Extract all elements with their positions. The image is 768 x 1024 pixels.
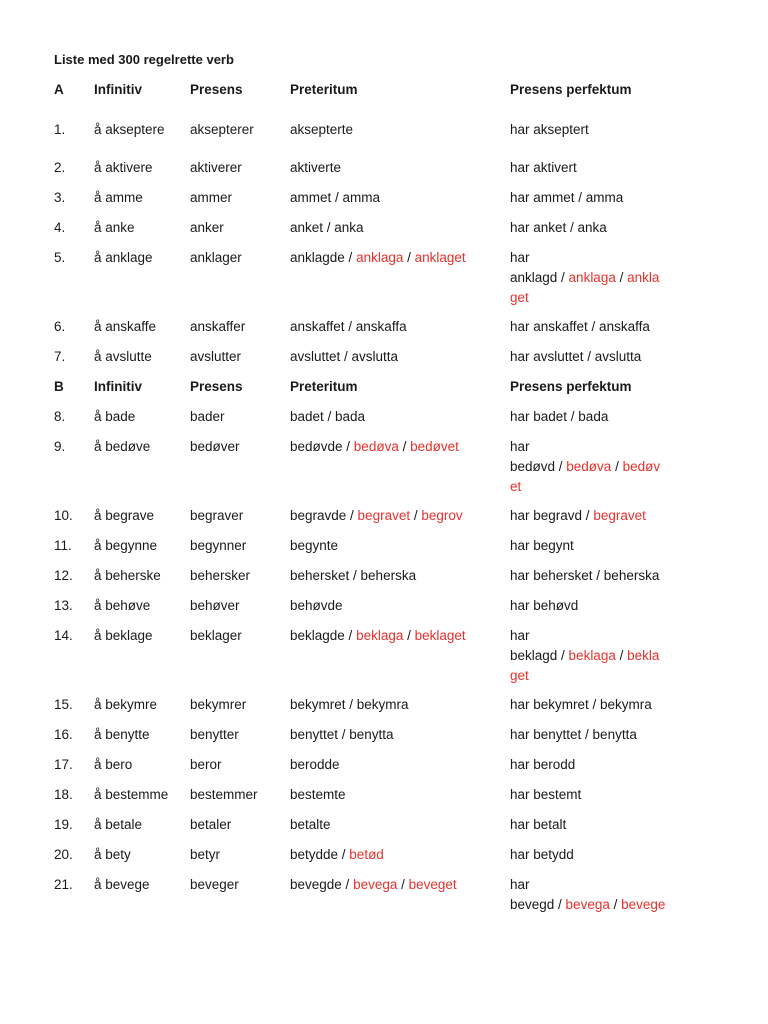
highlighted-form: bedøv [622, 459, 661, 474]
present-perfect-line [510, 895, 665, 915]
preterite-cell [290, 875, 457, 895]
present-perfect-cell [510, 120, 589, 140]
highlighted-form: bedøva [566, 459, 612, 474]
header-preteritum: Preteritum [290, 379, 358, 394]
present-perfect-cell [510, 626, 659, 686]
verb-form-text: har begynt [510, 538, 574, 553]
verb-form-text: har avsluttet / avslutta [510, 349, 642, 364]
row-number: 2. [54, 160, 66, 175]
infinitive-cell: å bety [94, 847, 131, 862]
highlighted-form: et [510, 479, 522, 494]
verb-form-text: bedøvde / [290, 439, 354, 454]
present-cell: beror [190, 757, 222, 772]
present-cell: aktiverer [190, 160, 242, 175]
verb-form-text: har behøvd [510, 598, 579, 613]
verb-form-text: / [410, 508, 422, 523]
verb-form-text: anklagde / [290, 250, 357, 265]
highlighted-form: ankla [627, 270, 660, 285]
row-number: 4. [54, 220, 66, 235]
infinitive-cell: å bedøve [94, 439, 151, 454]
verb-form-text: berodde [290, 757, 340, 772]
present-cell: anskaffer [190, 319, 246, 334]
present-perfect-cell [510, 725, 637, 745]
present-perfect-line [510, 755, 575, 775]
row-number: 17. [54, 757, 73, 772]
present-perfect-line [510, 815, 566, 835]
preterite-cell [290, 120, 353, 140]
present-perfect-line [510, 248, 659, 268]
present-perfect-line [510, 268, 659, 288]
infinitive-cell: å beherske [94, 568, 161, 583]
verb-form-text: / [398, 439, 411, 454]
present-perfect-line [510, 158, 577, 178]
infinitive-cell: å bade [94, 409, 136, 424]
row-number: 11. [54, 538, 72, 553]
verb-form-text: badet / bada [290, 409, 366, 424]
present-perfect-cell [510, 437, 660, 497]
row-number: 20. [54, 847, 73, 862]
verb-form-text: anklagd / [510, 270, 569, 285]
row-number: 13. [54, 598, 73, 613]
present-perfect-line [510, 407, 608, 427]
verb-form-text: behersket / beherska [290, 568, 417, 583]
infinitive-cell: å amme [94, 190, 143, 205]
infinitive-cell: å behøve [94, 598, 151, 613]
verb-form-text: bekymret / bekymra [290, 697, 409, 712]
infinitive-cell: å avslutte [94, 349, 152, 364]
preterite-cell [290, 188, 380, 208]
verb-form-text: bestemte [290, 787, 346, 802]
verb-form-text: betalte [290, 817, 331, 832]
present-cell: bader [190, 409, 225, 424]
verb-form-text: har benyttet / benytta [510, 727, 637, 742]
verb-form-text: har begravd / [510, 508, 594, 523]
present-cell: bedøver [190, 439, 240, 454]
row-number: 9. [54, 439, 66, 454]
present-perfect-cell [510, 347, 641, 367]
infinitive-cell: å bevege [94, 877, 150, 892]
verb-form-text: betydde / [290, 847, 350, 862]
verb-form-text: har betalt [510, 817, 567, 832]
verb-form-text: har bekymret / bekymra [510, 697, 652, 712]
present-cell: bekymrer [190, 697, 247, 712]
header-presens: Presens [190, 82, 243, 97]
row-number: 21. [54, 877, 73, 892]
verb-form-text: aksepterte [290, 122, 354, 137]
present-perfect-cell [510, 596, 578, 616]
present-cell: betyr [190, 847, 221, 862]
verb-form-text: har anskaffet / anskaffa [510, 319, 650, 334]
header-presens-perfektum: Presens perfektum [510, 379, 632, 394]
present-cell: begynner [190, 538, 247, 553]
present-perfect-line [510, 785, 581, 805]
row-number: 18. [54, 787, 73, 802]
verb-form-text: har bestemt [510, 787, 582, 802]
header-preteritum: Preteritum [290, 82, 358, 97]
verb-form-text: avsluttet / avslutta [290, 349, 399, 364]
preterite-cell [290, 596, 343, 616]
highlighted-form: anklaget [414, 250, 466, 265]
verb-form-text: bedøvd / [510, 459, 567, 474]
row-number: 12. [54, 568, 73, 583]
present-perfect-line [510, 457, 660, 477]
infinitive-cell: å betale [94, 817, 143, 832]
verb-form-text: har badet / bada [510, 409, 609, 424]
present-perfect-line [510, 666, 659, 686]
present-perfect-cell [510, 506, 646, 526]
present-perfect-cell [510, 755, 575, 775]
verb-form-text: har [510, 250, 530, 265]
present-cell: bestemmer [190, 787, 258, 802]
present-perfect-cell [510, 317, 650, 337]
present-cell: beveger [190, 877, 239, 892]
highlighted-form: bekla [627, 648, 660, 663]
verb-form-text: bevegd / [510, 897, 566, 912]
row-number: 10. [54, 508, 73, 523]
infinitive-cell: å anskaffe [94, 319, 157, 334]
present-perfect-line [510, 218, 607, 238]
present-perfect-line [510, 477, 660, 497]
present-cell: behøver [190, 598, 240, 613]
present-perfect-line [510, 626, 659, 646]
present-perfect-line [510, 566, 659, 586]
verb-form-text: / [403, 628, 415, 643]
present-cell: betaler [190, 817, 232, 832]
highlighted-form: get [510, 668, 529, 683]
present-perfect-line [510, 725, 637, 745]
row-number: 15. [54, 697, 73, 712]
highlighted-form: beklaget [414, 628, 466, 643]
verb-form-text: / [615, 270, 628, 285]
present-perfect-line [510, 695, 652, 715]
highlighted-form: begravet [593, 508, 646, 523]
present-perfect-cell [510, 875, 665, 915]
verb-form-text: begynte [290, 538, 339, 553]
preterite-cell [290, 536, 338, 556]
verb-form-text: begravde / [290, 508, 358, 523]
present-perfect-line [510, 347, 641, 367]
document-title: Liste med 300 regelrette verb [54, 52, 234, 67]
verb-form-text: har anket / anka [510, 220, 607, 235]
infinitive-cell: å begynne [94, 538, 158, 553]
highlighted-form: bevega [565, 897, 610, 912]
present-perfect-cell [510, 218, 607, 238]
present-cell: avslutter [190, 349, 242, 364]
present-cell: begraver [190, 508, 244, 523]
verb-form-text: / [615, 648, 628, 663]
infinitive-cell: å akseptere [94, 122, 165, 137]
infinitive-cell: å benytte [94, 727, 150, 742]
header-infinitiv: Infinitiv [94, 82, 142, 97]
present-cell: aksepterer [190, 122, 254, 137]
infinitive-cell: å bekymre [94, 697, 158, 712]
present-perfect-line [510, 437, 660, 457]
verb-form-text: anket / anka [290, 220, 364, 235]
preterite-cell [290, 248, 466, 268]
preterite-cell [290, 695, 409, 715]
present-cell: behersker [190, 568, 251, 583]
highlighted-form: get [510, 290, 529, 305]
infinitive-cell: å anke [94, 220, 135, 235]
highlighted-form: betød [349, 847, 384, 862]
preterite-cell [290, 725, 394, 745]
preterite-cell [290, 845, 384, 865]
highlighted-form: beklaga [568, 648, 616, 663]
present-perfect-line [510, 596, 578, 616]
verb-form-text: aktiverte [290, 160, 342, 175]
highlighted-form: beklaga [356, 628, 404, 643]
verb-form-text: har [510, 877, 530, 892]
verb-form-text: har berodd [510, 757, 576, 772]
present-cell: beklager [190, 628, 242, 643]
verb-form-text: / [611, 459, 623, 474]
highlighted-form: begravet [357, 508, 411, 523]
present-perfect-line [510, 506, 646, 526]
verb-form-text: har [510, 439, 530, 454]
verb-form-text: ammet / amma [290, 190, 381, 205]
present-perfect-line [510, 536, 574, 556]
row-number: 14. [54, 628, 73, 643]
verb-form-text: har behersket / beherska [510, 568, 660, 583]
present-perfect-cell [510, 845, 574, 865]
present-cell: ammer [190, 190, 233, 205]
present-perfect-line [510, 317, 650, 337]
preterite-cell [290, 566, 416, 586]
row-number: 5. [54, 250, 66, 265]
verb-form-text: har akseptert [510, 122, 589, 137]
row-number: 8. [54, 409, 66, 424]
infinitive-cell: å aktivere [94, 160, 153, 175]
verb-form-text: har ammet / amma [510, 190, 624, 205]
highlighted-form: anklaga [356, 250, 404, 265]
row-number: 19. [54, 817, 73, 832]
preterite-cell [290, 347, 398, 367]
preterite-cell [290, 506, 463, 526]
header-presens-perfektum: Presens perfektum [510, 82, 632, 97]
verb-form-text: har aktivert [510, 160, 577, 175]
present-perfect-line [510, 646, 659, 666]
present-perfect-cell [510, 695, 652, 715]
infinitive-cell: å begrave [94, 508, 155, 523]
present-perfect-line [510, 188, 623, 208]
highlighted-form: bedøvet [410, 439, 459, 454]
row-number: 6. [54, 319, 66, 334]
present-perfect-cell [510, 158, 577, 178]
highlighted-form: bedøva [353, 439, 399, 454]
infinitive-cell: å bestemme [94, 787, 169, 802]
preterite-cell [290, 218, 364, 238]
verb-form-text: benyttet / benytta [290, 727, 394, 742]
preterite-cell [290, 437, 459, 457]
verb-form-text: anskaffet / anskaffa [290, 319, 407, 334]
verb-form-text: / [403, 250, 415, 265]
section-letter: B [54, 379, 64, 394]
highlighted-form: anklaga [568, 270, 616, 285]
present-perfect-cell [510, 785, 581, 805]
verb-form-text: beklagde / [290, 628, 357, 643]
present-perfect-line [510, 845, 574, 865]
highlighted-form: beveget [408, 877, 457, 892]
row-number: 3. [54, 190, 66, 205]
row-number: 16. [54, 727, 73, 742]
present-perfect-cell [510, 248, 659, 308]
row-number: 1. [54, 122, 66, 137]
highlighted-form: bevege [621, 897, 666, 912]
present-cell: anklager [190, 250, 242, 265]
present-perfect-line [510, 875, 665, 895]
infinitive-cell: å beklage [94, 628, 153, 643]
row-number: 7. [54, 349, 66, 364]
verb-form-text: beklagd / [510, 648, 569, 663]
present-perfect-cell [510, 407, 608, 427]
infinitive-cell: å bero [94, 757, 133, 772]
verb-form-text: / [609, 897, 622, 912]
header-presens: Presens [190, 379, 243, 394]
verb-form-text: behøvde [290, 598, 343, 613]
preterite-cell [290, 407, 365, 427]
preterite-cell [290, 785, 346, 805]
present-cell: anker [190, 220, 224, 235]
preterite-cell [290, 317, 407, 337]
verb-form-text: har [510, 628, 530, 643]
highlighted-form: bevega [353, 877, 398, 892]
present-perfect-cell [510, 536, 574, 556]
preterite-cell [290, 815, 331, 835]
verb-form-text: / [397, 877, 409, 892]
preterite-cell [290, 158, 341, 178]
present-perfect-cell [510, 815, 566, 835]
infinitive-cell: å anklage [94, 250, 153, 265]
section-letter: A [54, 82, 64, 97]
present-perfect-cell [510, 566, 659, 586]
verb-form-text: har betydd [510, 847, 574, 862]
highlighted-form: begrov [421, 508, 463, 523]
present-perfect-cell [510, 188, 623, 208]
present-perfect-line [510, 120, 589, 140]
present-cell: benytter [190, 727, 239, 742]
verb-form-text: bevegde / [290, 877, 354, 892]
header-infinitiv: Infinitiv [94, 379, 142, 394]
preterite-cell [290, 626, 466, 646]
present-perfect-line [510, 288, 659, 308]
preterite-cell [290, 755, 340, 775]
